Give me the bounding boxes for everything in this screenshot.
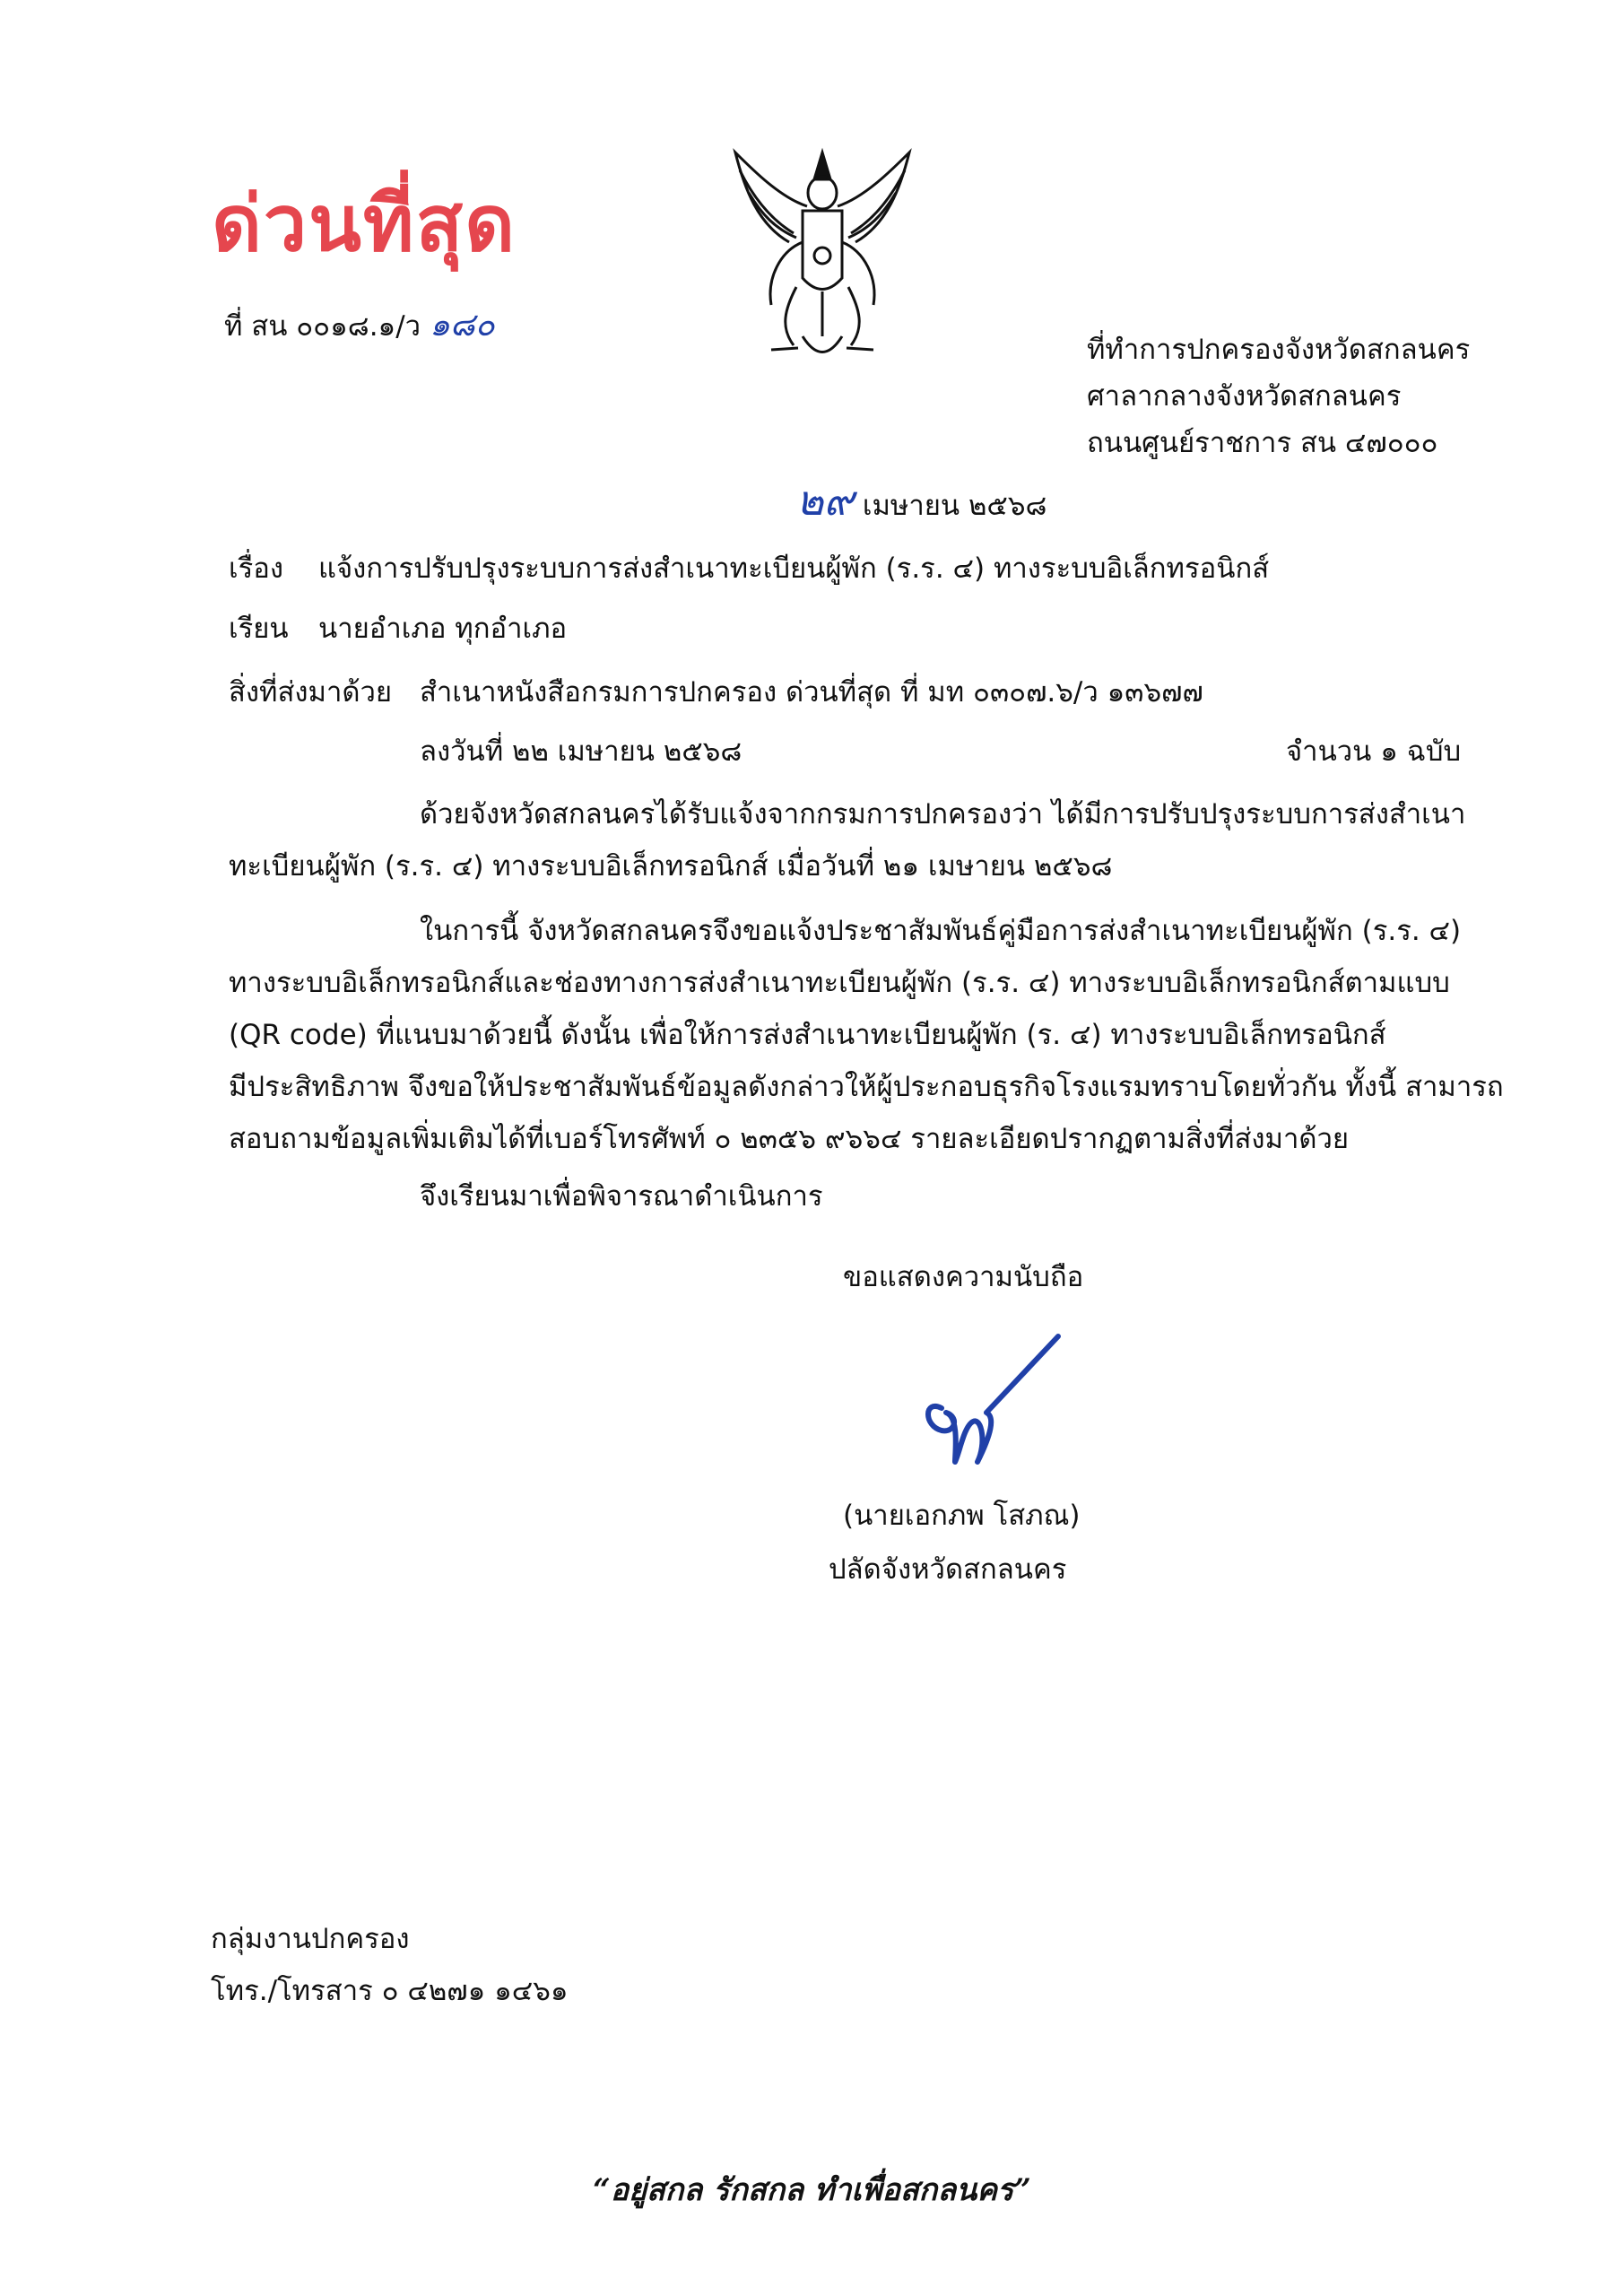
paragraph-2-line-4: มีประสิทธิภาพ จึงขอให้ประชาสัมพันธ์ข้อมูลดังกล่าวให้ผู้ประกอบธุรกิจโรงแรมทราบโดยทั่วกัน ทั้งนี้ สามารถ [229,1071,1504,1103]
recipient-label: เรียน [229,613,289,645]
date-day-handwritten: ๒๙ [796,476,855,525]
enclosure-line-1: สำเนาหนังสือกรมการปกครอง ด่วนที่สุด ที่ มท ๐๓๐๗.๖/ว ๑๓๖๗๗ [420,676,1203,709]
document-number [224,308,495,344]
subject-text: แจ้งการปรับปรุงระบบการส่งสำเนาทะเบียนผู้พัก (ร.ร. ๔) ทางระบบอิเล็กทรอนิกส์ [318,552,1270,585]
enclosure-line-2: ลงวันที่ ๒๒ เมษายน ๒๕๖๘ [420,735,743,768]
paragraph-2-line-2: ทางระบบอิเล็กทรอนิกส์และช่องทางการส่งสำเนาทะเบียนผู้พัก (ร.ร. ๔) ทางระบบอิเล็กทรอนิกส์ตามแบบ [229,967,1450,999]
contact-phone: โทร./โทรสาร ๐ ๔๒๗๑ ๑๔๖๑ [211,1975,569,2007]
garuda-emblem-icon [717,144,928,381]
closing-salutation: ขอแสดงความนับถือ [843,1261,1084,1293]
document-number-handwritten: ๑๘๐ [429,307,495,344]
signer-name: (นายเอกภพ โสภณ) [843,1500,1081,1532]
enclosure-label: สิ่งที่ส่งมาด้วย [229,676,393,709]
handwritten-signature [906,1327,1076,1498]
paragraph-2-line-1: ในการนี้ จังหวัดสกลนครจึงขอแจ้งประชาสัมพันธ์คู่มือการส่งสำเนาทะเบียนผู้พัก (ร.ร. ๔) [420,915,1462,947]
paragraph-1-line-2: ทะเบียนผู้พัก (ร.ร. ๔) ทางระบบอิเล็กทรอนิกส์ เมื่อวันที่ ๒๑ เมษายน ๒๕๖๘ [229,850,1113,883]
paragraph-2-line-3: (QR code) ที่แนบมาด้วยนี้ ดังนั้น เพื่อให้การส่งสำเนาทะเบียนผู้พัก (ร. ๔) ทางระบบอิเล็กทรอนิกส์ [229,1019,1386,1051]
urgency-stamp: ด่วนที่สุด [212,179,517,269]
paragraph-2-line-5: สอบถามข้อมูลเพิ่มเติมได้ที่เบอร์โทรศัพท์ ๐ ๒๓๕๖ ๙๖๖๔ รายละเอียดปรากฏตามสิ่งที่ส่งมาด้วย [229,1123,1350,1155]
paragraph-3: จึงเรียนมาเพื่อพิจารณาดำเนินการ [420,1180,823,1213]
recipient-text: นายอำเภอ ทุกอำเภอ [318,613,568,645]
paragraph-1-line-1: ด้วยจังหวัดสกลนครได้รับแจ้งจากกรมการปกครองว่า ได้มีการปรับปรุงระบบการส่งสำเนา [420,798,1466,831]
agency-address-line-2: ศาลากลางจังหวัดสกลนคร [1087,380,1402,413]
subject-label: เรื่อง [229,552,284,585]
document-date [796,476,1047,525]
date-month-year: เมษายน ๒๕๖๘ [862,490,1047,522]
agency-address-line-1: ที่ทำการปกครองจังหวัดสกลนคร [1087,334,1471,366]
agency-address-line-3: ถนนศูนย์ราชการ สน ๔๗๐๐๐ [1087,427,1438,459]
contact-unit: กลุ่มงานปกครอง [211,1923,410,1955]
signer-title: ปลัดจังหวัดสกลนคร [829,1553,1067,1586]
enclosure-count: จำนวน ๑ ฉบับ [1286,735,1462,768]
document-number-label: ที่ สน ๐๐๑๘.๑/ว [224,310,421,343]
footer-motto: “อยู่สกล รักสกล ทำเพื่อสกลนคร” [593,2172,1031,2208]
